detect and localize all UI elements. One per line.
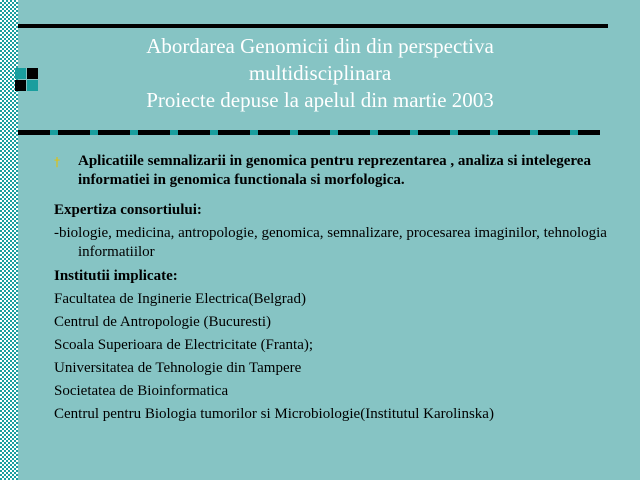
institution-item: Societatea de Bioinformatica <box>54 383 229 399</box>
expertise-heading: Expertiza consortiului: <box>54 202 202 218</box>
squares-logo-icon <box>15 68 39 92</box>
slide-title-line: multidisciplinara <box>248 61 392 85</box>
title-bottom-rule <box>18 130 600 135</box>
institution-item: Scoala Superioara de Electricitate (Franta); <box>54 337 314 353</box>
slide-title-line: Proiecte depuse la apelul din martie 2003 <box>146 88 494 112</box>
institution-item: Facultatea de Inginerie Electrica(Belgrad) <box>54 291 306 307</box>
bullet-item <box>54 152 624 190</box>
institutions-heading: Institutii implicate: <box>54 268 178 284</box>
slide-title-line: Abordarea Genomicii din din perspectiva <box>146 34 494 58</box>
expertise-text: -biologie, medicina, antropologie, genomica, semnalizare, procesarea imaginilor, tehnologia informatiilor <box>54 225 607 260</box>
institution-item: Centrul de Antropologie (Bucuresti) <box>54 314 272 330</box>
square-teal-1 <box>15 68 26 79</box>
bullet-text: Aplicatiile semnalizarii in genomica pentru reprezentarea , analiza si intelegerea informatiei in genomica functionala si morfologica. <box>78 153 591 188</box>
bullet-icon: † <box>54 155 60 169</box>
slide-title <box>40 33 600 114</box>
institution-item: Universitatea de Tehnologie din Tampere <box>54 360 302 376</box>
institution-item: Centrul pentru Biologia tumorilor si Microbiologie(Institutul Karolinska) <box>54 406 494 422</box>
title-top-rule <box>18 24 608 28</box>
square-black-1 <box>27 68 38 79</box>
slide-body <box>54 152 624 428</box>
square-teal-2 <box>27 80 38 91</box>
square-black-2 <box>15 80 26 91</box>
